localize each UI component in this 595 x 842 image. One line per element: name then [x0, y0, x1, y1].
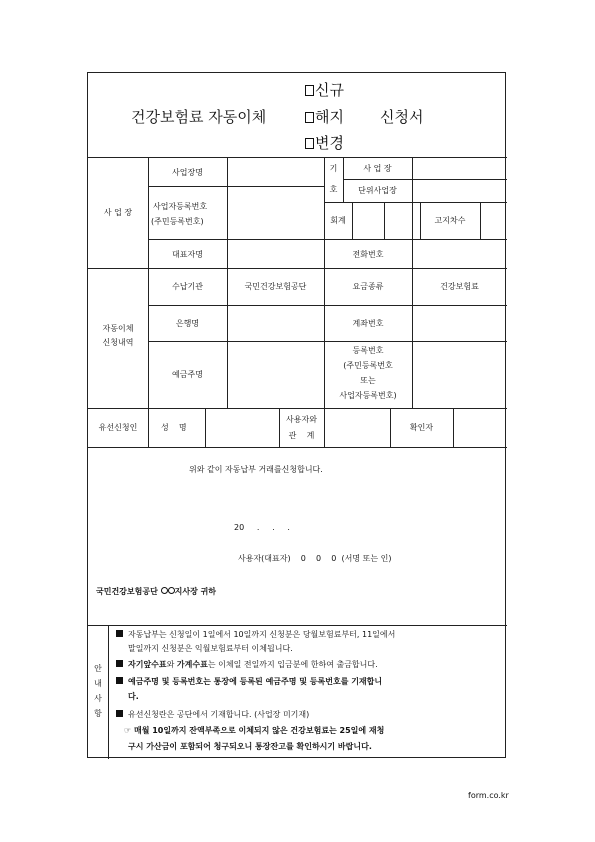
label-business-name: 사업장명	[172, 168, 203, 177]
divider	[88, 447, 507, 448]
label-phone: 전화번호	[352, 250, 384, 259]
square-bullet-icon	[116, 660, 123, 667]
option-change[interactable]: 변경	[305, 133, 344, 153]
form-title: 건강보험료 자동이체	[131, 108, 267, 126]
application-form	[87, 72, 506, 758]
guide-item-1: 자동납부는 신청일이 1일에서 10일까지 신청분은 당월보험료부터, 11일에서	[116, 629, 395, 640]
input-account-holder[interactable]	[228, 342, 323, 407]
label-giho-1: 기	[329, 164, 338, 173]
checkbox-new[interactable]	[305, 85, 314, 96]
label-holder-regno-sub1: (주민등록번호	[343, 361, 393, 370]
input-unit-code[interactable]	[413, 180, 507, 201]
form-title-suffix: 신청서	[380, 108, 424, 126]
guide-item-5: ☞ 매월 10일까지 잔액부족으로 이체되지 않은 건강보험료는 25일에 재청	[124, 726, 385, 735]
label-regno-sub: (주민등록번호)	[151, 217, 204, 226]
label-notice-number: 고지차수	[434, 216, 466, 225]
circle-mark-icon	[161, 587, 168, 594]
label-account: 계좌번호	[352, 319, 384, 328]
square-bullet-icon	[116, 710, 123, 717]
divider	[88, 408, 507, 409]
label-holder-regno-sub3: 사업자등록번호)	[339, 391, 397, 400]
input-applicant-name[interactable]	[206, 409, 278, 446]
input-business-name[interactable]	[228, 158, 323, 185]
label-collecting-agency: 수납기관	[172, 282, 203, 291]
guide-label-2: 내	[94, 679, 102, 688]
guide-label-3: 사	[94, 694, 102, 703]
guide-item-2: 자기앞수표와 가계수표는 이체일 전일까지 입금분에 한하여 출금합니다.	[116, 659, 378, 670]
guide-item-1-cont: 말일까지 신청분은 익월보험료부터 이체됩니다.	[128, 644, 293, 653]
divider	[148, 157, 149, 447]
addressee: 국민건강보험공단 지사장 귀하	[96, 587, 217, 596]
section-business: 사 업 장	[103, 208, 133, 217]
label-relation: 사용자와	[286, 415, 317, 424]
label-relation-sub: 관 계	[288, 431, 315, 440]
section-autopay: 자동이체	[102, 324, 134, 333]
section-autopay-sub: 신청내역	[102, 338, 134, 347]
input-account[interactable]	[413, 306, 507, 340]
guide-item-4: 유선신청란은 공단에서 기재합니다. (사업장 미기재)	[116, 709, 309, 720]
guide-label-4: 항	[94, 709, 102, 718]
option-cancel[interactable]: 해지	[305, 107, 344, 127]
option-new[interactable]: 신규	[305, 80, 344, 100]
input-bank[interactable]	[228, 306, 323, 340]
input-workplace-code[interactable]	[413, 158, 507, 178]
input-checker[interactable]	[454, 409, 507, 446]
guide-item-5-cont: 구시 가산금이 포함되어 청구되오니 통장잔고를 확인하시기 바랍니다.	[128, 742, 372, 751]
input-holder-regno[interactable]	[413, 342, 507, 407]
value-fee-type: 건강보험료	[440, 282, 479, 291]
guide-label-1: 안	[94, 664, 102, 673]
label-holder-regno-sub2: 또는	[360, 376, 376, 385]
square-bullet-icon	[116, 677, 123, 684]
label-giho-2: 호	[329, 185, 338, 194]
label-unit-workplace: 단위사업장	[358, 186, 397, 195]
input-hoegye-1[interactable]	[353, 203, 383, 238]
label-regno: 사업자등록번호	[153, 202, 208, 211]
guide-item-3-cont: 다.	[128, 692, 139, 701]
signature-line: 사용자(대표자) 0 0 0 (서명 또는 인)	[238, 554, 392, 563]
label-checker: 확인자	[409, 423, 434, 432]
footer-source: form.co.kr	[468, 791, 509, 800]
label-holder-regno: 등록번호	[352, 346, 384, 355]
declaration-text: 위와 같이 자동납부 거래를신청합니다.	[189, 465, 323, 474]
input-phone[interactable]	[413, 240, 507, 267]
pointing-hand-icon: ☞	[124, 726, 132, 735]
input-representative[interactable]	[228, 240, 323, 267]
input-notice-number[interactable]	[481, 203, 507, 238]
input-hoegye-2[interactable]	[385, 203, 419, 238]
divider	[108, 625, 109, 759]
circle-mark-icon	[168, 587, 175, 594]
checkbox-change[interactable]	[305, 138, 314, 149]
label-bank: 은행명	[175, 319, 200, 328]
divider	[88, 625, 507, 626]
input-relation[interactable]	[325, 409, 389, 446]
label-fee-type: 요금종류	[352, 282, 384, 291]
label-applicant-name: 성 명	[161, 423, 187, 432]
checkbox-cancel[interactable]	[305, 112, 314, 123]
divider	[88, 268, 507, 269]
section-phone-applicant: 유선신청인	[98, 423, 138, 432]
label-hoegye: 회계	[330, 216, 346, 225]
label-representative: 대표자명	[172, 250, 203, 259]
label-account-holder: 예금주명	[172, 370, 203, 379]
label-workplace: 사 업 장	[363, 164, 392, 173]
value-collecting-agency: 국민건강보험공단	[244, 282, 307, 291]
guide-item-3: 예금주명 및 등록번호는 통장에 등록된 예금주명 및 등록번호를 기재합니	[116, 676, 382, 687]
input-regno[interactable]	[228, 187, 323, 238]
square-bullet-icon	[116, 630, 123, 637]
date-line: 20 . . .	[234, 523, 290, 532]
